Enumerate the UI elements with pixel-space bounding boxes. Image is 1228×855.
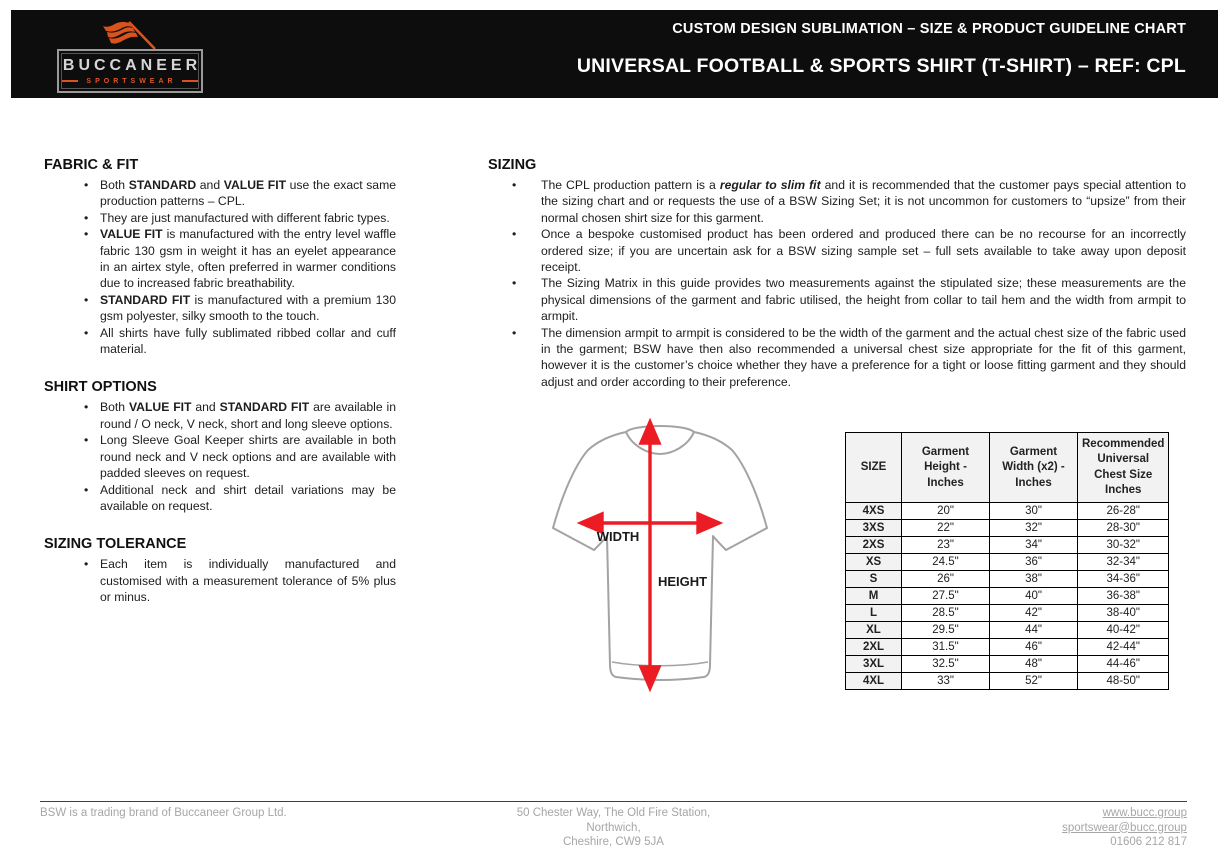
list-item: • Each item is individually manufactured and customised with a measurement tolerance of 5% plus or minus.	[44, 556, 396, 605]
header-titles	[311, 10, 1186, 98]
buccaneer-logo	[49, 18, 209, 96]
section-sizing	[488, 157, 1186, 390]
figure-row	[488, 410, 1186, 702]
logo-divider-right	[182, 80, 198, 82]
table-row: 2XL 31.5" 46" 42-44"	[846, 639, 1169, 656]
shirt-options-heading: SHIRT OPTIONS	[44, 379, 157, 396]
list-item: • The dimension armpit to armpit is considered to be the width of the garment and the actual chest size of the fabric used in the garment; BSW have then also recommended a universal chest size appropriate for the fit of this garment, however it is the customer’s choice whether they have a preference for a tight or loose fitting garment and they should adjust and order according to their preference.	[488, 325, 1186, 391]
logo-frame	[57, 49, 203, 93]
list-item: • STANDARD FIT is manufactured with a premium 130 gsm polyester, silky smooth to the touch.	[44, 292, 396, 325]
email-link[interactable]: sportswear@bucc.group	[1062, 821, 1187, 834]
section-fabric-fit	[44, 157, 396, 357]
list-item: • The Sizing Matrix in this guide provides two measurements against the stipulated size; these measurements are the physical dimensions of the garment and fabric utilised, the height from collar to tail hem and the width from armpit to armpit.	[488, 275, 1186, 324]
list-item: • The CPL production pattern is a regular to slim fit and it is recommended that the customer pays special attention to the sizing chart and or requests the use of a BSW Sizing Set; it is not uncommon for customers to “upsize” from their normal chosen shirt size for this garment.	[488, 177, 1186, 226]
list-item: • They are just manufactured with different fabric types.	[44, 210, 396, 226]
table-row: XS 24.5" 36" 32-34"	[846, 554, 1169, 571]
list-item: • All shirts have fully sublimated ribbed collar and cuff material.	[44, 325, 396, 358]
sizing-list	[488, 177, 1186, 390]
section-shirt-options	[44, 379, 396, 514]
list-item: • Long Sleeve Goal Keeper shirts are available in both round neck and V neck options and are available with padded sleeves on request.	[44, 432, 396, 481]
list-item: • VALUE FIT is manufactured with the entry level waffle fabric 130 gsm in weight it has an eyelet appearance in an airtex style, often preferred in warmer conditions due to increased fabric breathability.	[44, 226, 396, 292]
table-row: 3XL 32.5" 48" 44-46"	[846, 656, 1169, 673]
fabric-fit-heading: FABRIC & FIT	[44, 157, 139, 173]
table-header-row	[846, 433, 1169, 503]
col-header-chest: Recommended Universal Chest Size Inches	[1078, 433, 1169, 503]
list-item: • Additional neck and shirt detail variations may be available on request.	[44, 482, 396, 515]
footer-trading-brand: BSW is a trading brand of Buccaneer Group Ltd.	[40, 807, 287, 819]
sizing-tolerance-list	[44, 556, 396, 605]
col-header-height: Garment Height - Inches	[902, 433, 990, 503]
fabric-fit-list	[44, 177, 396, 357]
table-row: 2XS 23" 34" 30-32"	[846, 537, 1169, 554]
table-row: M 27.5" 40" 36-38"	[846, 588, 1169, 605]
width-label: WIDTH	[596, 529, 640, 545]
tshirt-outline-icon	[520, 410, 800, 702]
size-table-wrap	[845, 432, 1169, 702]
table-row: 4XL 33" 52" 48-50"	[846, 673, 1169, 690]
right-column	[488, 157, 1186, 702]
col-header-width: Garment Width (x2) - Inches	[990, 433, 1078, 503]
logo-brand-text: BUCCANEER	[62, 56, 202, 74]
list-item: • Both VALUE FIT and STANDARD FIT are available in round / O neck, V neck, short and long sleeve options.	[44, 399, 396, 432]
size-table	[845, 432, 1169, 690]
document-subtitle: CUSTOM DESIGN SUBLIMATION – SIZE & PRODUCT GUIDELINE CHART	[672, 20, 1186, 37]
footer-contact	[808, 806, 1187, 850]
list-item: • Once a bespoke customised product has been ordered and produced there can be no recourse for an incorrectly ordered size; if you are uncertain ask for a BSW sizing sample set – full sets available to take away upon deposit receipt.	[488, 226, 1186, 275]
address-line: 50 Chester Way, The Old Fire Station,	[516, 807, 711, 819]
table-row: S 26" 38" 34-36"	[846, 571, 1169, 588]
page-footer	[40, 801, 1187, 850]
list-item: • Both STANDARD and VALUE FIT use the exact same production patterns – CPL.	[44, 177, 396, 210]
footer-address	[419, 806, 809, 850]
website-link[interactable]: www.bucc.group	[1102, 807, 1187, 819]
table-row: XL 29.5" 44" 40-42"	[846, 622, 1169, 639]
flag-icon	[95, 18, 167, 50]
phone-number: 01606 212 817	[1110, 836, 1187, 848]
table-row: L 28.5" 42" 38-40"	[846, 605, 1169, 622]
left-column	[44, 157, 396, 606]
logo-divider-left	[62, 80, 78, 82]
table-row: 4XS 20" 30" 26-28"	[846, 503, 1169, 520]
section-sizing-tolerance	[44, 536, 396, 605]
header-bar	[11, 10, 1218, 98]
logo-sub-text: SPORTSWEAR	[86, 77, 177, 85]
col-header-size: SIZE	[846, 433, 902, 503]
tshirt-diagram	[520, 410, 800, 702]
document-title: UNIVERSAL FOOTBALL & SPORTS SHIRT (T-SHIRT) – REF: CPL	[576, 54, 1186, 77]
table-row: 3XS 22" 32" 28-30"	[846, 520, 1169, 537]
sizing-tolerance-heading: SIZING TOLERANCE	[44, 536, 187, 553]
address-line: Cheshire, CW9 5JA	[562, 836, 664, 848]
sizing-heading: SIZING	[488, 157, 537, 173]
height-label: HEIGHT	[658, 574, 708, 590]
shirt-options-list	[44, 399, 396, 514]
address-line: Northwich,	[586, 821, 641, 834]
